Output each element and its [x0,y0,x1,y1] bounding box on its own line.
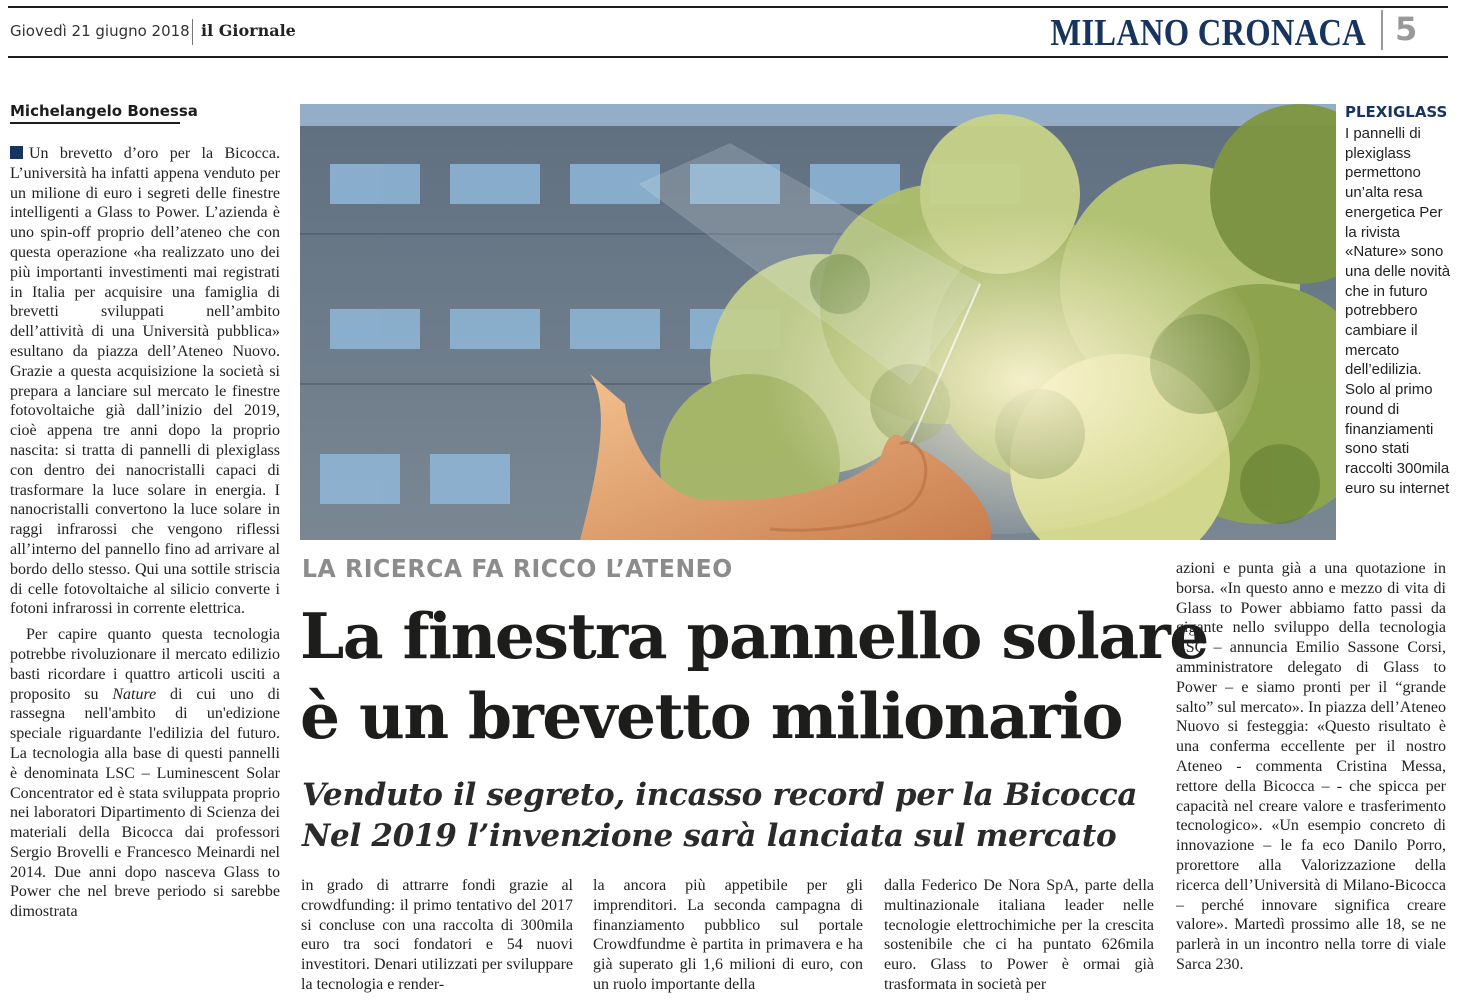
article-column-3: la ancora più appetibile per gli imprenditori. La seconda campagna di finanziamento pubblico sul portale Crowdfundme è partita in primavera e ha già superato gli 1,6 milioni di euro, con un ruolo importante della [593,877,863,993]
article-column-4: dalla Federico De Nora SpA, parte della multinazionale italiana leader nelle tecnologie elettrochimiche per la crescita sostenibile che ci ha puntato 626mila euro. Glass to Power è ormai già trasformata in società per [884,877,1154,993]
newspaper-name: il Giornale [201,21,296,40]
issue-date: Giovedì 21 giugno 2018 [10,22,190,40]
page-number-separator [1381,10,1383,50]
paragraph: Per capire quanto questa tecnologia potrebbe rivoluzionare il mercato edilizio basti ricordare i quattro articoli usciti a proposito su Nature di cui uno di rassegna nell'ambito di un'edizione speciale riguardante l'edilizia del futuro. La tecnologia alla base di questi pannelli è denominata LSC – Luminescent Solar Concentrator ed è stata sviluppata proprio nei laboratori Dipartimento di Scienza dei materiali della Bicocca dai professori Sergio Brovelli e Francesco Meinardi nel 2014. Due anni dopo nasceva Glass to Power che nel breve periodo si sarebbe dimostrata [10,626,280,921]
article-column-2: in grado di attrarre fondi grazie al crowdfunding: il primo tentativo del 2017 si concluse con una raccolta di 300mila euro tra soci fondatori e 54 nuovi investitori. Denari utilizzati per sviluppare la tecnologia e render- [301,877,573,993]
article-photo [300,104,1336,540]
lead-square-icon [10,146,23,159]
masthead-top-rule [8,6,1448,8]
sidebar-title: PLEXIGLASS [1345,103,1448,121]
sidebar-text: I pannelli di plexiglass permettono un’alta resa energetica Per la rivista «Nature» sono una delle novità che in futuro potrebbero cambiare il mercato dell’edilizia. Solo al primo round di finanziamenti sono stati raccolti 300mila euro su internet [1345,125,1451,497]
masthead-bottom-rule [8,56,1448,58]
byline: Michelangelo Bonessa [10,102,180,124]
journal-name: Nature [112,685,157,703]
article-column-5: azioni e punta già a una quotazione in borsa. «In questo anno e mezzo di vita di Glass to Power abbiamo fatto passi da gigante nello sviluppo della tecnologia LSC – annuncia Emilio Sassone Corsi, amministratore delegato di Glass to Power – e siamo pronti per il “grande salto” sul mercato». In piazza dell’Ateneo Nuovo si festeggia: «Questo risultato è una conferma eccellente per il nostro Ateneo - commenta Cristina Messa, rettore della Bicocca – - che spicca per capacità nel creare valore e trasferimento tecnologico». «Un esempio concreto di innovazione – le fa eco Danilo Porro, prorettore alla Valorizzazione della ricerca dell’Università di Milano-Bicocca – perché innovare significa creare valore». Martedì prossimo alle 18, se ne parlerà in un incontro nella torre di viale Sarca 230. [1176,560,1446,973]
masthead-separator [192,19,193,45]
article-subheadline: Venduto il segreto, incasso record per la Bicocca Nel 2019 l’invenzione sarà lanciata sul mercato [302,777,1138,854]
lead-paragraph: Un brevetto d’oro per la Bicocca. L’università ha infatti appena venduto per un milione di euro i segreti delle finestre intelligenti a Glass to Power. L’azienda è uno spin-off proprio dell’ateneo che con questa operazione «ha realizzato uno dei più importanti investimenti mai registrati in Italia per acquisire una famiglia di brevetti sviluppati nell’ambito dell’attività di una Università pubblica» esultano da piazza dell’Ateneo Nuovo. Grazie a questa acquisizione la società si prepara a lanciare sul mercato le finestre fotovoltaiche già dall’inizio del 2019, cioè appena tre anni dopo la proprio nascita: si tratta di pannelli di plexiglass con dentro dei nanocristalli capaci di trasformare la luce solare in energia. I nanocristalli convertono la luce solare in raggi infrarossi che vengono riflessi all’interno del pannello fino ad arrivare al bordo dello stesso. Qui una sottile striscia di celle fotovoltaiche al silicio converte i fotoni infrarossi in corrente elettrica. [10,145,280,618]
section-title: MILANO CRONACA [1050,12,1366,54]
article-kicker: LA RICERCA FA RICCO L’ATENEO [302,554,733,583]
article-column-1 [10,144,280,994]
page-number: 5 [1395,10,1418,48]
article-headline: La finestra pannello solare è un brevetto milionario [300,599,1208,753]
masthead [0,0,1462,60]
photo-hand-holding-plexiglass [300,104,1336,540]
